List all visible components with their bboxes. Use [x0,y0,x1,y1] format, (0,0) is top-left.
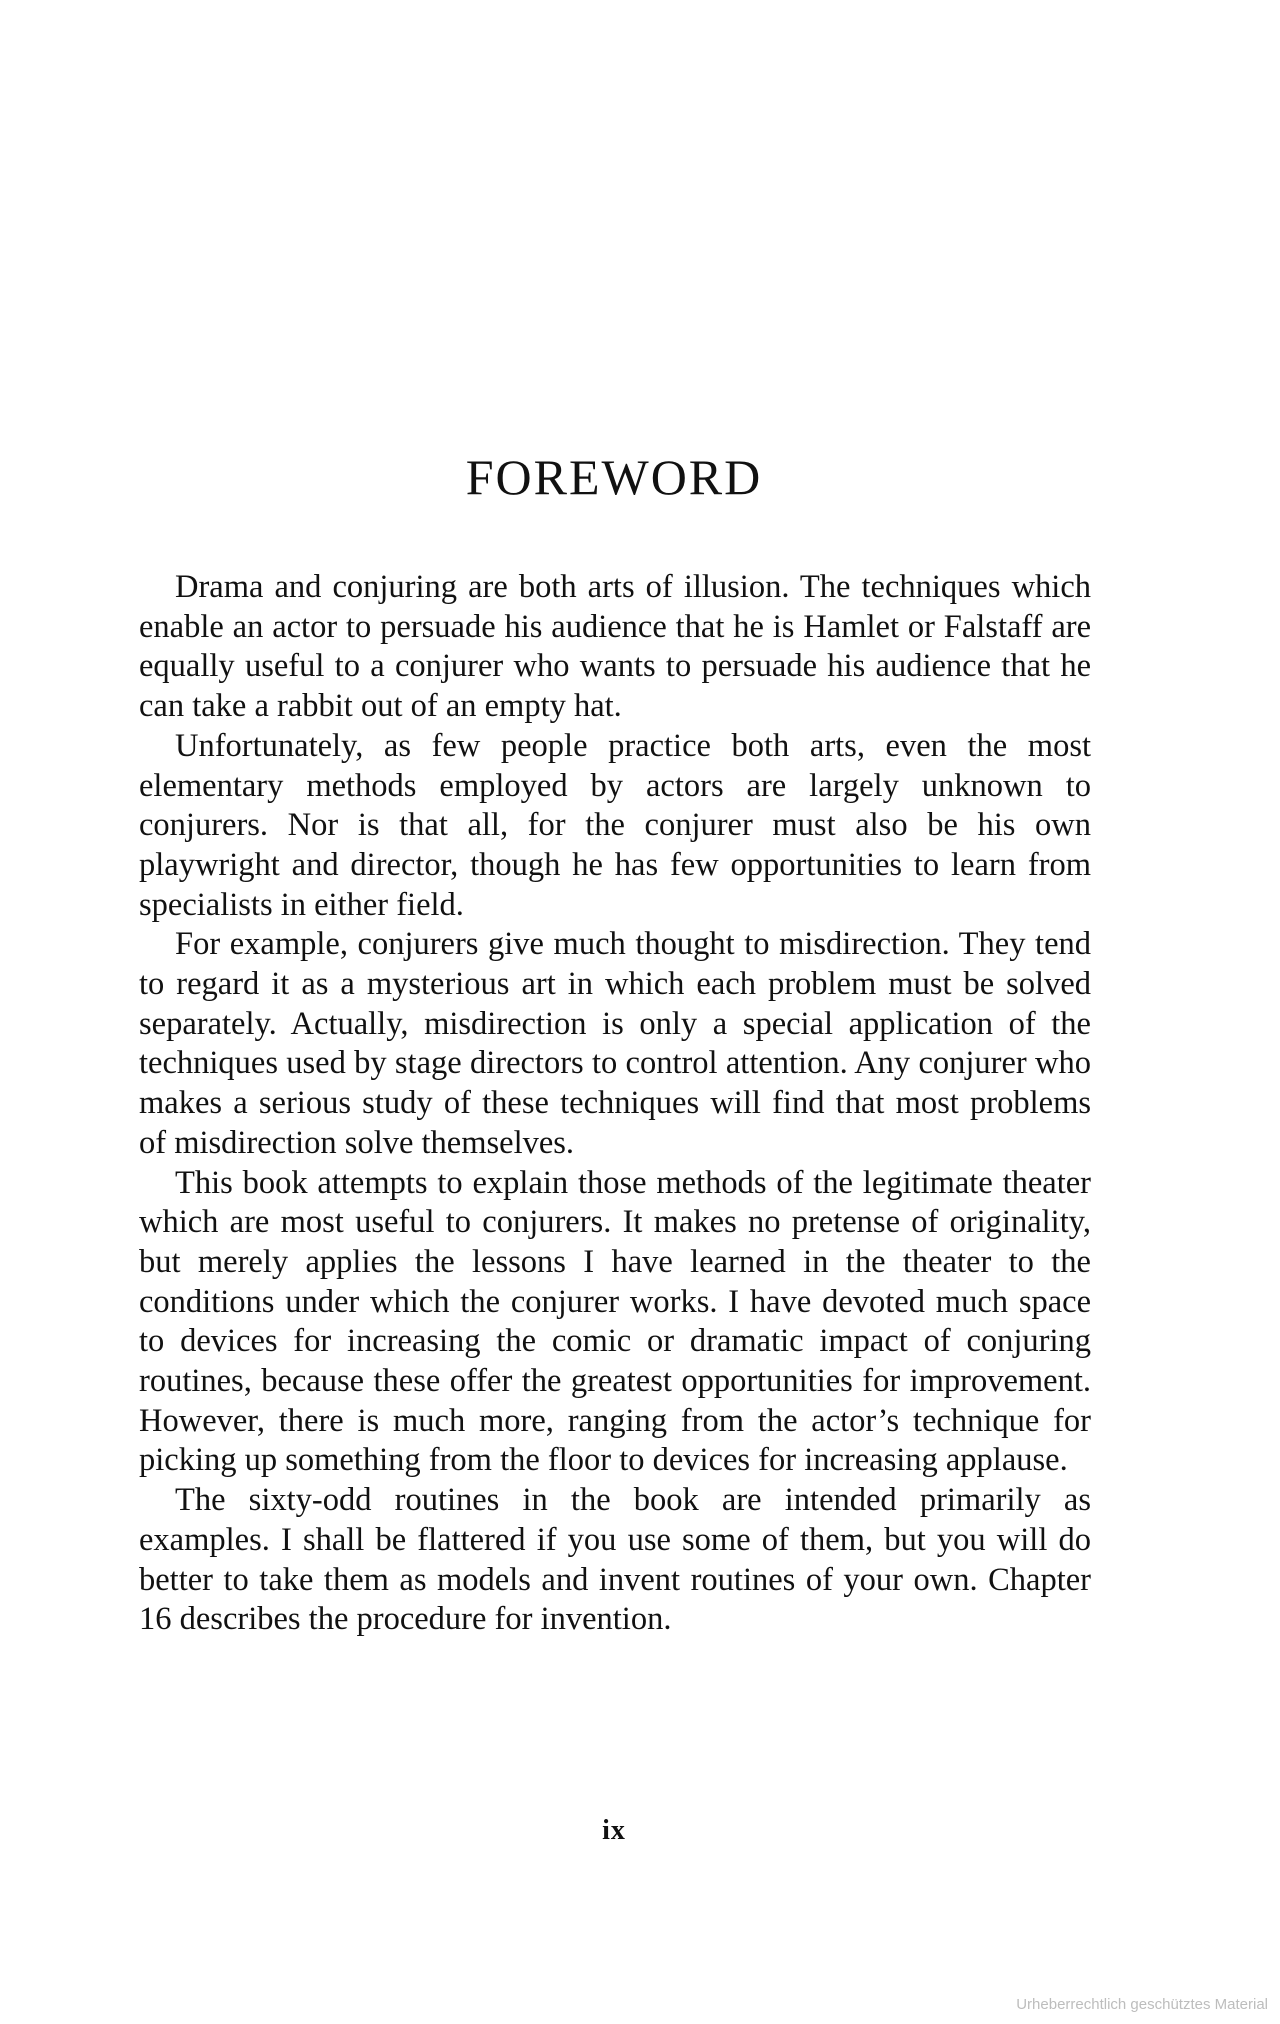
paragraph: For example, conjurers give much thought to misdirection. They tend to regard it as a mysterious art in which each problem must be solved separately. Actually, misdirection is only a special application of the techniques used by stage directors to control attention. Any conjurer who makes a serious study of these techniques will find that most problems of misdirection solve themselves. [139,926,1091,1161]
copyright-watermark: Urheberrechtlich geschütztes Material [1016,1996,1268,2013]
page-number: ix [602,1815,626,1846]
paragraph: This book attempts to explain those methods of the legitimate theater which are most useful to conjurers. It makes no pretense of originality, but merely applies the lessons I have learned in the theater to the conditions under which the conjurer works. I have devoted much space to devices for increasing the comic or dramatic impact of conjuring routines, because these offer the greatest opportunities for improvement. However, there is much more, ranging from the actor’s technique for picking up something from the floor to devices for increasing applause. [139,1164,1091,1479]
page-title: FOREWORD [465,449,763,505]
paragraph: Drama and conjuring are both arts of illusion. The techniques which enable an actor to persuade his audience that he is Hamlet or Falstaff are equally useful to a conjurer who wants to persuade his audience that he can take a rabbit out of an empty hat. [139,569,1091,725]
foreword-body [139,568,1091,1640]
paragraph: Unfortunately, as few people practice both arts, even the most elementary methods employed by actors are largely unknown to conjurers. Nor is that all, for the conjurer must also be his own playwright and director, though he has few opportunities to learn from specialists in either field. [139,727,1091,923]
paragraph: The sixty-odd routines in the book are intended primarily as examples. I shall be flattered if you use some of them, but you will do better to take them as models and invent routines of your own. Chapter 16 describes the procedure for invention. [139,1482,1091,1638]
